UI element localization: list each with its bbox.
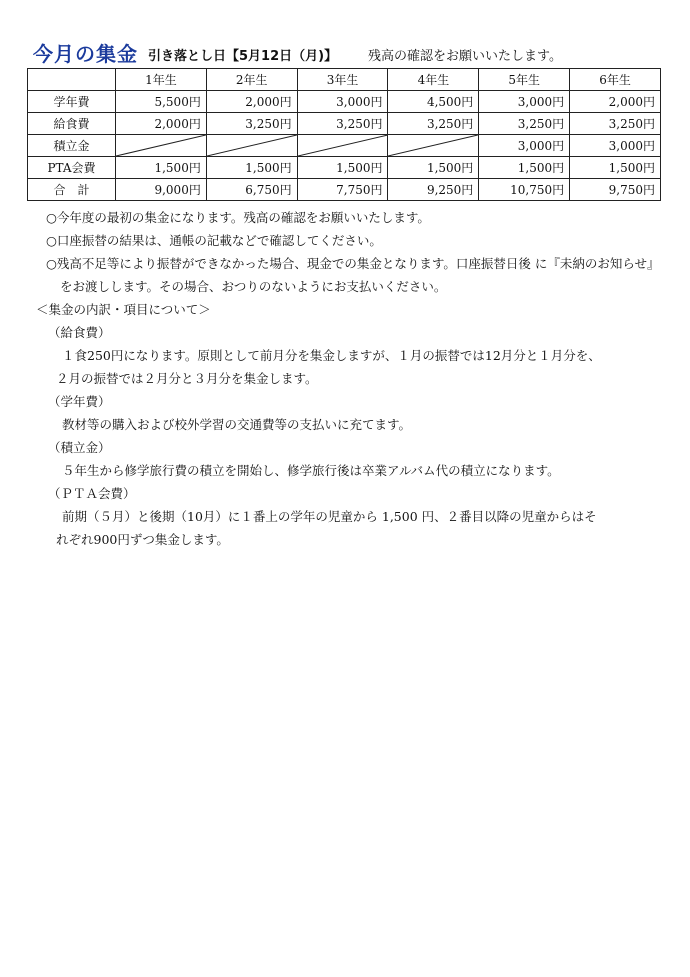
section-text: れぞれ900円ずつ集金します。 <box>56 532 229 547</box>
row-label: 給食費 <box>28 113 116 135</box>
table-cell: 2,000円 <box>206 91 297 113</box>
table-cell: 3,000円 <box>479 91 570 113</box>
table-cell: 3,250円 <box>570 113 661 135</box>
table-cell: 3,250円 <box>388 113 479 135</box>
row-label: 学年費 <box>28 91 116 113</box>
column-header: 3年生 <box>297 69 388 91</box>
table-row <box>28 179 661 201</box>
table-cell: 1,500円 <box>570 157 661 179</box>
confirm-note: 残高の確認をお願いいたします。 <box>368 49 562 64</box>
table-header-row <box>28 69 661 91</box>
table-cell: 1,500円 <box>388 157 479 179</box>
table-cell: 1,500円 <box>479 157 570 179</box>
section-heading: （給食費） <box>48 325 111 340</box>
page-title: 今月の集金 <box>33 42 138 66</box>
table-row <box>28 113 661 135</box>
column-header: 4年生 <box>388 69 479 91</box>
table-cell: 3,250円 <box>479 113 570 135</box>
empty-cell <box>297 135 388 157</box>
column-header: 2年生 <box>206 69 297 91</box>
table-cell: 3,250円 <box>206 113 297 135</box>
table-cell: 4,500円 <box>388 91 479 113</box>
empty-cell <box>388 135 479 157</box>
note-item: ○今年度の最初の集金になります。残高の確認をお願いいたします。 <box>46 210 430 225</box>
table-row <box>28 157 661 179</box>
note-item: ○残高不足等により振替ができなかった場合、現金での集金となります。口座振替日後 に『未納のお知らせ』をお渡しします。その場合、おつりのないようにお支払いください。 <box>46 256 660 294</box>
note-item: ○口座振替の結果は、通帳の記載などで確認してください。 <box>46 233 382 248</box>
table-cell: 9,250円 <box>388 179 479 201</box>
row-label: PTA会費 <box>28 157 116 179</box>
section-heading: （積立金） <box>48 440 111 455</box>
table-cell: 3,000円 <box>570 135 661 157</box>
section-text: １食250円になります。原則として前月分を集金しますが、１月の振替では12月分と１月分を、 <box>62 348 601 363</box>
withdrawal-date: 引き落とし日【5月12日（月)】 <box>148 49 338 64</box>
column-header: 6年生 <box>570 69 661 91</box>
column-header: 5年生 <box>479 69 570 91</box>
table-cell: 5,500円 <box>116 91 207 113</box>
table-cell: 7,750円 <box>297 179 388 201</box>
fee-table <box>27 68 661 201</box>
section-heading: （ＰＴＡ会費） <box>48 486 136 501</box>
table-cell: 3,250円 <box>297 113 388 135</box>
section-text: ２月の振替では２月分と３月分を集金します。 <box>56 371 318 386</box>
row-label: 合 計 <box>28 179 116 201</box>
table-cell: 6,750円 <box>206 179 297 201</box>
table-cell: 10,750円 <box>479 179 570 201</box>
section-heading: （学年費） <box>48 394 111 409</box>
row-label: 積立金 <box>28 135 116 157</box>
empty-cell <box>206 135 297 157</box>
breakdown-heading: ＜集金の内訳・項目について＞ <box>36 302 211 317</box>
table-cell: 1,500円 <box>116 157 207 179</box>
empty-cell <box>116 135 207 157</box>
table-cell: 1,500円 <box>206 157 297 179</box>
table-cell: 9,750円 <box>570 179 661 201</box>
header <box>33 40 673 66</box>
table-cell: 2,000円 <box>116 113 207 135</box>
table-cell: 9,000円 <box>116 179 207 201</box>
column-header: 1年生 <box>116 69 207 91</box>
table-cell: 2,000円 <box>570 91 661 113</box>
content <box>36 206 666 551</box>
table-cell: 3,000円 <box>297 91 388 113</box>
table-row <box>28 135 661 157</box>
table-cell: 3,000円 <box>479 135 570 157</box>
table-cell: 1,500円 <box>297 157 388 179</box>
table-row <box>28 91 661 113</box>
section-text: ５年生から修学旅行費の積立を開始し、修学旅行後は卒業アルバム代の積立になります。 <box>62 463 560 478</box>
section-text: 教材等の購入および校外学習の交通費等の支払いに充てます。 <box>62 417 412 432</box>
section-text: 前期（５月）と後期（10月）に１番上の学年の児童から 1,500 円、２番目以降の児童からはそ <box>62 509 597 524</box>
column-header <box>28 69 116 91</box>
